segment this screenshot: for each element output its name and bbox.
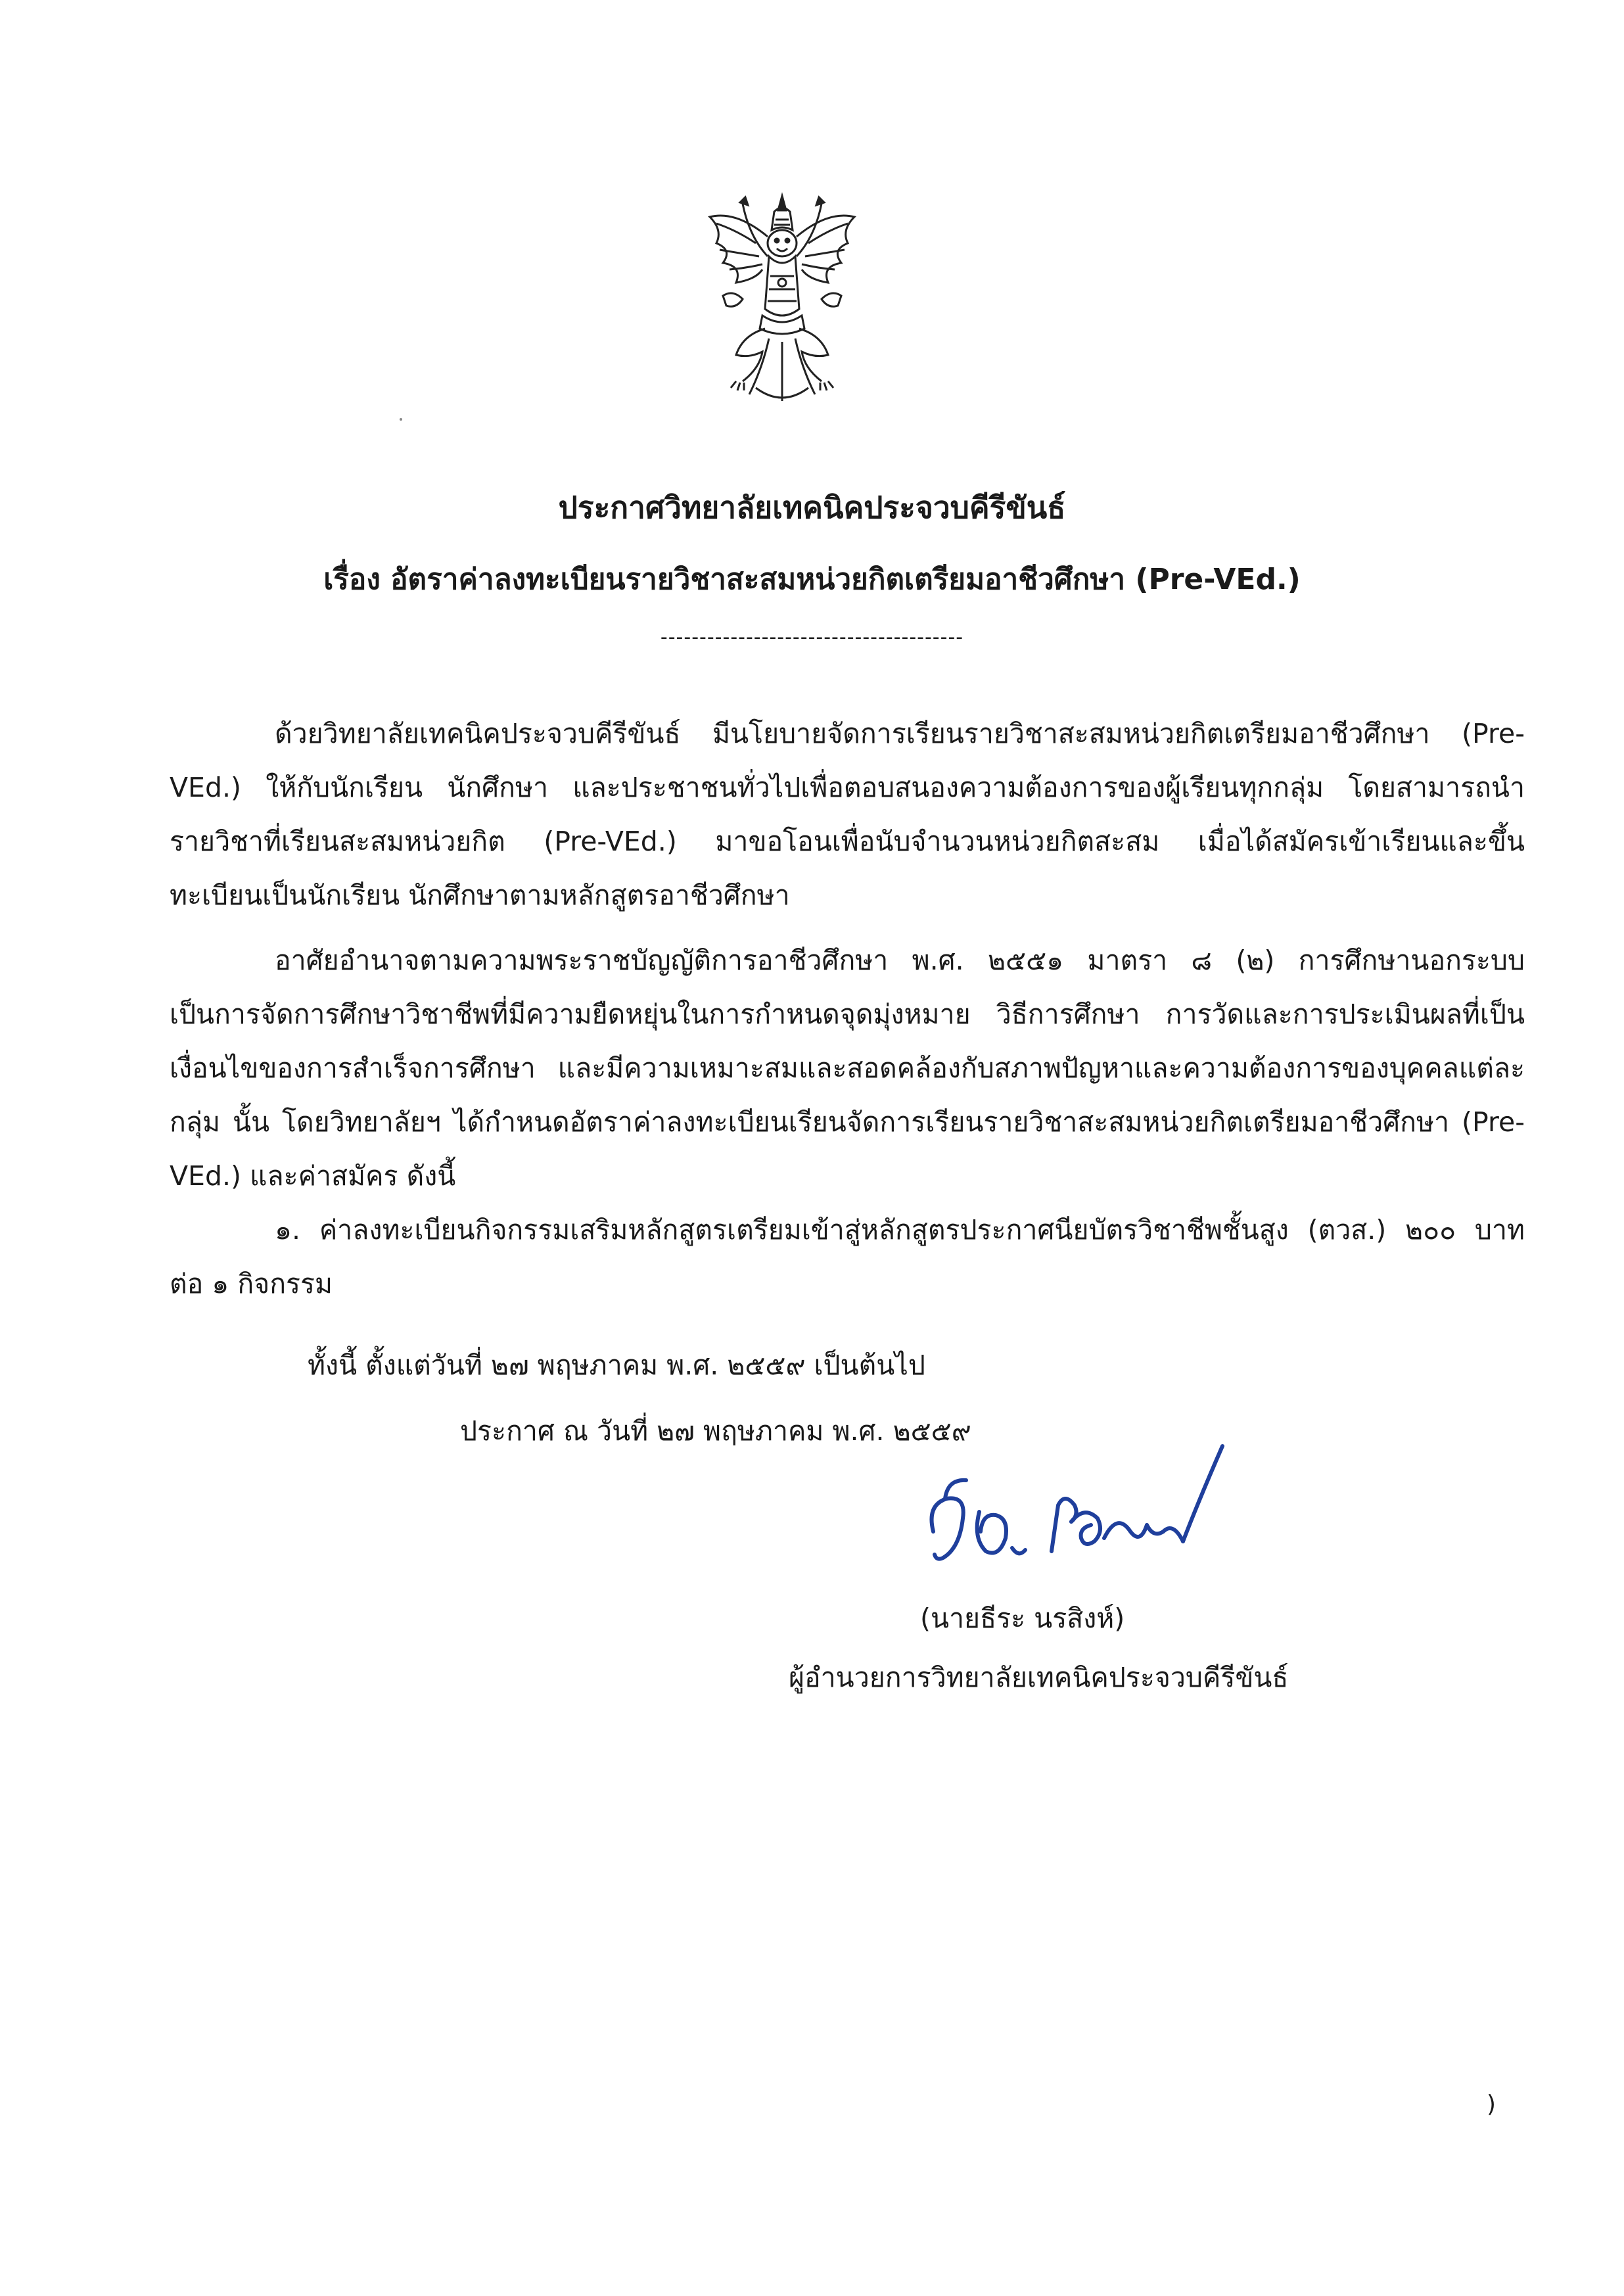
title-divider: ---------------------------------------	[660, 626, 964, 649]
paragraph-intro: ด้วยวิทยาลัยเทคนิคประจวบคีรีขันธ์ มีนโยบายจัดการเรียนรายวิชาสะสมหน่วยกิตเตรียมอาชีวศึกษา (Pre-VEd.) ให้กับนักเรียน นักศึกษา และประชาชนทั่วไปเพื่อตอบสนองความต้องการของผู้เรียนทุกกลุ่ม โดยสามารถนำรายวิชาที่เรียนสะสมหน่วยกิต (Pre-VEd.) มาขอโอนเพื่อนับจำนวนหน่วยกิตสะสม เมื่อได้สมัครเข้าเรียนและขึ้นทะเบียนเป็นนักเรียน นักศึกษาตามหลักสูตรอาชีวศึกษา	[170, 718, 1525, 911]
signer-name: (นายธีระ นรสิงห์)	[920, 1603, 1125, 1634]
effective-date: ทั้งนี้ ตั้งแต่วันที่ ๒๗ พฤษภาคม พ.ศ. ๒๕๕๙ เป็นต้นไป	[308, 1349, 925, 1381]
paragraph-authority: อาศัยอำนาจตามความพระราชบัญญัติการอาชีวศึกษา พ.ศ. ๒๕๕๑ มาตรา ๘ (๒) การศึกษานอกระบบ เป็นการจัดการศึกษาวิชาชีพที่มีความยืดหยุ่นในการกำหนดจุดมุ่งหมาย วิธีการศึกษา การวัดและการประเมินผลที่เป็นเงื่อนไขของการสำเร็จการศึกษา และมีความเหมาะสมและสอดคล้องกับสภาพปัญหาและความต้องการของบุคคลแต่ละกลุ่ม นั้น โดยวิทยาลัยฯ ได้กำหนดอัตราค่าลงทะเบียนเรียนจัดการเรียนรายวิชาสะสมหน่วยกิตเตรียมอาชีวศึกษา (Pre-VEd.) และค่าสมัคร ดังนี้	[170, 945, 1525, 1192]
announcement-title: ประกาศวิทยาลัยเทคนิคประจวบคีรีขันธ์	[558, 490, 1066, 525]
garuda-emblem	[697, 191, 868, 408]
page-mark: )	[1487, 2091, 1496, 2118]
announcement-subject: เรื่อง อัตราค่าลงทะเบียนรายวิชาสะสมหน่วยกิตเตรียมอาชีวศึกษา (Pre-VEd.)	[323, 563, 1301, 596]
handwritten-signature	[907, 1433, 1249, 1591]
scan-speck	[400, 418, 402, 421]
signer-title: ผู้อำนวยการวิทยาลัยเทคนิคประจวบคีรีขันธ์	[789, 1662, 1289, 1693]
paragraph-item-1: ๑. ค่าลงทะเบียนกิจกรรมเสริมหลักสูตรเตรียมเข้าสู่หลักสูตรประกาศนียบัตรวิชาชีพชั้นสูง (ตวส.) ๒๐๐ บาท ต่อ ๑ กิจกรรม	[170, 1214, 1525, 1300]
announced-date: ประกาศ ณ วันที่ ๒๗ พฤษภาคม พ.ศ. ๒๕๕๙	[460, 1415, 971, 1447]
